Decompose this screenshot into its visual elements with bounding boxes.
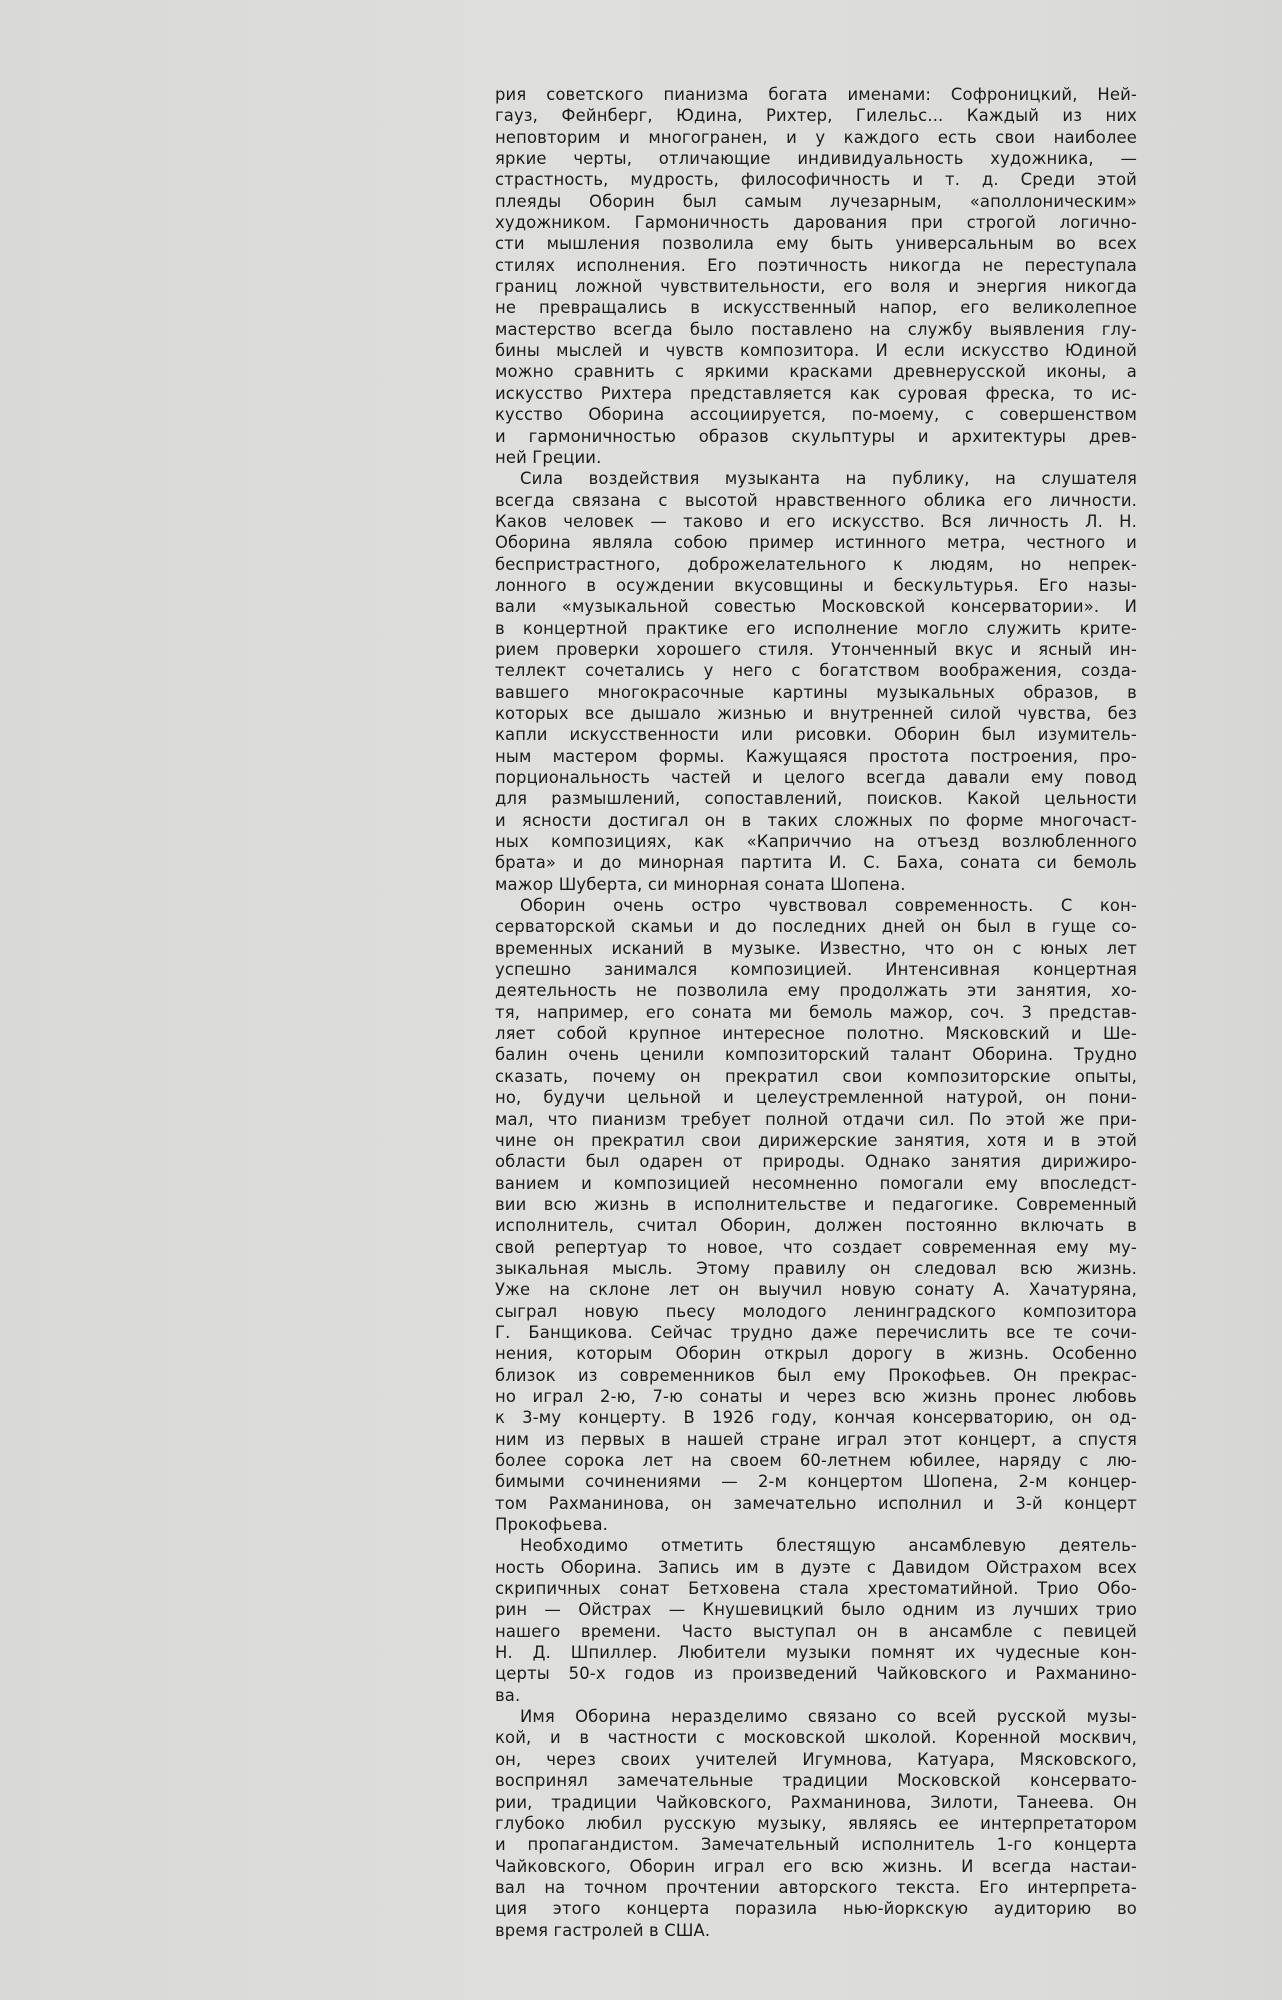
text-line: бимыми сочинениями — 2-м концертом Шопена, 2-м концер- [495,1472,1137,1492]
text-line: и пропагандистом. Замечательный исполнитель 1-го концерта [495,1835,1137,1855]
text-line: серваторской скамьи и до последних дней он был в гуще со- [495,917,1137,937]
text-line: неповторим и многогранен, и у каждого есть свои наиболее [495,127,1137,147]
text-line: ва. [495,1685,521,1705]
text-line: мастерство всегда было поставлено на службу выявления глу- [495,319,1137,339]
text-line: балин очень ценили композиторский талант Оборина. Трудно [495,1045,1137,1065]
text-line: церты 50-х годов из произведений Чайковского и Рахманино- [495,1664,1137,1684]
paragraph [495,1706,1137,1941]
text-line: чине он прекратил свои дирижерские занятия, хотя и в этой [495,1130,1137,1150]
text-line: для размышлений, сопоставлений, поисков. Какой цельности [495,789,1137,809]
text-line: ным мастером формы. Кажущаяся простота построения, про- [495,746,1137,766]
text-line: порциональность частей и целого всегда давали ему повод [495,768,1137,787]
text-line: сыграл новую пьесу молодого ленинградского композитора [495,1301,1137,1321]
text-line: рия советского пианизма богата именами: Софроницкий, Ней- [495,85,1137,104]
text-line: он, через своих учителей Игумнова, Катуара, Мясковского, [495,1749,1137,1769]
text-line: плеяды Оборин был самым лучезарным, «аполлоническим» [495,191,1137,211]
text-line: к 3-му концерту. В 1926 году, кончая консерваторию, он од- [495,1408,1137,1428]
text-line: мажор Шуберта, си минорная соната Шопена. [495,874,906,894]
text-line: но играл 2-ю, 7-ю сонаты и через всю жизнь пронес любовь [495,1386,1137,1406]
text-line: зыкальная мысль. Этому правилу он следовал всю жизнь. [495,1258,1137,1278]
text-line: ним из первых в нашей стране играл этот концерт, а спустя [495,1429,1137,1449]
text-line: нения, которым Оборин открыл дорогу в жизнь. Особенно [495,1344,1137,1364]
text-line: всегда связана с высотой нравственного облика его личности. [495,490,1137,510]
text-line: вии всю жизнь в исполнительстве и педагогике. Современный [495,1194,1137,1214]
text-line: области был одарен от природы. Однако занятия дирижиро- [495,1152,1137,1172]
text-line: близок из современников был ему Прокофьев. Он прекрас- [495,1365,1137,1385]
text-line: ция этого концерта поразила нью-йоркскую аудиторию во [495,1899,1137,1919]
text-line: кусство Оборина ассоциируется, по-моему, с совершенством [495,405,1137,425]
text-line: ней Греции. [495,447,602,467]
text-line: теллект сочетались у него с богатством воображения, созда- [495,661,1137,681]
text-line: рин — Ойстрах — Кнушевицкий было одним из лучших трио [495,1600,1137,1620]
text-line: можно сравнить с яркими красками древнерусской иконы, а [495,362,1137,382]
text-line: вал на точном прочтении авторского текста. Его интерпрета- [495,1877,1137,1897]
text-line: капли искусственности или рисовки. Оборин был изумитель- [495,725,1137,745]
text-line: Н. Д. Шпиллер. Любители музыки помнят их чудесные кон- [495,1643,1137,1663]
text-line: временных исканий в музыке. Известно, что он с юных лет [495,938,1137,958]
text-line: воспринял замечательные традиции Московской консервато- [495,1771,1137,1791]
text-line: не превращались в искусственный напор, его великолепное [495,298,1137,318]
text-line: границ ложной чувствительности, его воля и энергия никогда [495,277,1137,297]
text-line: и ясности достигал он в таких сложных по форме многочаст- [495,810,1137,830]
text-line: Каков человек — таково и его искусство. Вся личность Л. Н. [495,511,1137,531]
text-line: Необходимо отметить блестящую ансамблевую деятель- [520,1536,1137,1556]
text-line: лонного в осуждении вкусовщины и бескультурья. Его назы- [495,575,1137,595]
text-line: но, будучи цельной и целеустремленной натурой, он пони- [495,1088,1137,1108]
text-line: успешно занимался композицией. Интенсивная концертная [495,960,1137,980]
text-line: Уже на склоне лет он выучил новую сонату А. Хачатуряна, [495,1280,1137,1300]
text-line: сти мышления позволила ему быть универсальным во всех [495,234,1137,254]
text-line: глубоко любил русскую музыку, являясь ее интерпретатором [495,1813,1137,1833]
text-line: Чайковского, Оборин играл его всю жизнь. И всегда настаи- [495,1856,1137,1876]
text-line: брата» и до минорная партита И. С. Баха, соната си бемоль [495,853,1137,873]
text-line: ванием и композицией несомненно помогали ему впоследст- [495,1173,1137,1193]
paragraph [495,468,1137,895]
text-line: ность Оборина. Запись им в дуэте с Давидом Ойстрахом всех [495,1557,1137,1577]
text-line: и гармоничностью образов скульптуры и архитектуры древ- [495,426,1137,446]
text-line: вавшего многокрасочные картины музыкальных образов, в [495,682,1137,702]
text-line: Оборин очень остро чувствовал современность. С кон- [520,896,1137,916]
text-line: более сорока лет на своем 60-летнем юбилее, наряду с лю- [495,1451,1137,1470]
text-line: Имя Оборина неразделимо связано со всей русской музы- [520,1707,1137,1727]
text-line: Г. Банщикова. Сейчас трудно даже перечислить все те сочи- [495,1322,1137,1342]
paragraph [495,84,1137,468]
paragraph [495,895,1137,1535]
text-line: нашего времени. Часто выступал он в ансамбле с певицей [495,1621,1137,1641]
text-line: бины мыслей и чувств композитора. И если искусство Юдиной [495,341,1137,361]
text-line: ных композициях, как «Каприччио на отъезд возлюбленного [495,832,1137,852]
text-line: искусство Рихтера представляется как суровая фреска, то ис- [495,383,1137,403]
paragraph [495,1535,1137,1706]
text-line: Оборина являла собою пример истинного метра, честного и [495,533,1137,553]
text-line: в концертной практике его исполнение могло служить крите- [495,618,1137,638]
text-line: вали «музыкальной совестью Московской консерватории». И [495,597,1137,617]
text-line: ляет собой крупное интересное полотно. Мясковский и Ше- [495,1024,1137,1044]
text-line: беспристрастного, доброжелательного к людям, но непрек- [495,554,1137,574]
text-line: стилях исполнения. Его поэтичность никогда не переступала [495,255,1137,275]
text-line: гауз, Фейнберг, Юдина, Рихтер, Гилельс... Каждый из них [495,106,1137,126]
text-line: мал, что пианизм требует полной отдачи сил. По этой же при- [495,1109,1137,1129]
text-line: время гастролей в США. [495,1920,711,1940]
text-line: тя, например, его соната ми бемоль мажор, соч. 3 представ- [495,1002,1137,1022]
text-line: свой репертуар то новое, что создает современная ему му- [495,1237,1137,1257]
text-line: исполнитель, считал Оборин, должен постоянно включать в [495,1216,1137,1236]
text-line: скрипичных сонат Бетховена стала хрестоматийной. Трио Обо- [495,1579,1137,1599]
text-line: сказать, почему он прекратил свои композиторские опыты, [495,1066,1137,1086]
text-line: художником. Гармоничность дарования при строгой логично- [495,213,1137,233]
text-line: яркие черты, отличающие индивидуальность художника, — [495,149,1137,169]
text-line: рии, традиции Чайковского, Рахманинова, Зилоти, Танеева. Он [495,1792,1137,1812]
text-line: Прокофьева. [495,1515,609,1535]
text-line: деятельность не позволила ему продолжать эти занятия, хо- [495,981,1137,1001]
text-line: кой, и в частности с московской школой. Коренной москвич, [495,1728,1137,1748]
text-line: рием проверки хорошего стиля. Утонченный вкус и ясный ин- [495,639,1137,659]
text-line: которых все дышало жизнью и внутренней силой чувства, без [495,703,1137,723]
text-line: Сила воздействия музыканта на публику, на слушателя [520,469,1137,489]
article-text-column [495,84,1137,1941]
text-line: страстность, мудрость, философичность и т. д. Среди этой [495,170,1137,190]
text-line: том Рахманинова, он замечательно исполнил и 3-й концерт [495,1493,1137,1513]
